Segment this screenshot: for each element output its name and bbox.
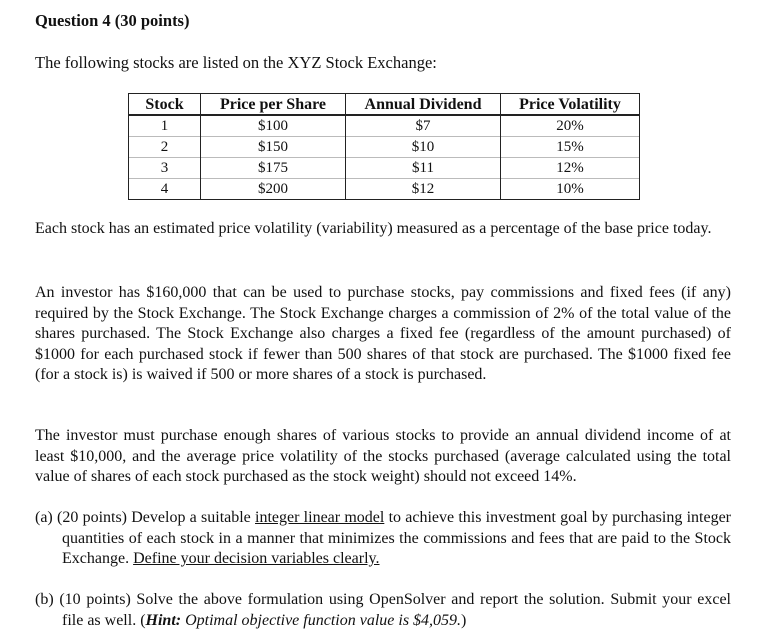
cell-price: $175	[201, 158, 346, 179]
table-row	[129, 115, 640, 137]
table-row	[129, 158, 640, 179]
cell-volatility: 12%	[501, 158, 640, 179]
cell-volatility: 15%	[501, 137, 640, 158]
header-annual-dividend: Annual Dividend	[346, 94, 501, 116]
cell-dividend: $7	[346, 115, 501, 137]
part-b-hint-label: Hint:	[145, 611, 182, 629]
stock-table	[128, 93, 640, 200]
part-a-text-1: (20 points) Develop a suitable	[57, 509, 251, 526]
cell-stock: 4	[129, 179, 201, 200]
paragraph-investor-budget: An investor has $160,000 that can be used to purchase stocks, pay commissions and fixed fees (if any) required by the Stock Exchange. The Stock Exchange charges a commission of 2% of the total value of the shares purchased. The Stock Exchange also charges a fixed fee (regardless of the amount purchased) of $1000 for each purchased stock if fewer than 500 shares of that stock are purchased. The $1000 fixed fee (for a stock is) is waived if 500 or more shares of a stock is purchased.	[35, 284, 731, 383]
cell-volatility: 10%	[501, 179, 640, 200]
part-a-underlined-define: Define your decision variables clearly.	[133, 550, 380, 567]
cell-dividend: $11	[346, 158, 501, 179]
part-a	[35, 508, 731, 570]
header-price-volatility: Price Volatility	[501, 94, 640, 116]
table-row	[129, 137, 640, 158]
part-b-text-1: (10 points) Solve the above formulation using OpenSolver and report the solution. Submit your excel file as well. (	[59, 591, 731, 629]
cell-stock: 1	[129, 115, 201, 137]
part-b-text-2: )	[461, 611, 467, 629]
cell-stock: 3	[129, 158, 201, 179]
cell-price: $200	[201, 179, 346, 200]
cell-price: $150	[201, 137, 346, 158]
cell-dividend: $12	[346, 179, 501, 200]
header-stock: Stock	[129, 94, 201, 116]
table-row	[129, 179, 640, 200]
paragraph-requirements: The investor must purchase enough shares of various stocks to provide an annual dividend income of at least $10,000, and the average price volatility of the stocks purchased (average calculated using the total value of shares of each stock purchased as the stock weight) should not exceed 14%.	[35, 427, 731, 485]
cell-dividend: $10	[346, 137, 501, 158]
intro-text: The following stocks are listed on the XYZ Stock Exchange:	[35, 53, 437, 72]
paragraph-volatility: Each stock has an estimated price volatility (variability) measured as a percentage of the base price today.	[35, 220, 712, 237]
cell-volatility: 20%	[501, 115, 640, 137]
part-b-hint-text: Optimal objective function value is $4,059.	[185, 611, 462, 629]
part-b-label: (b)	[35, 591, 54, 608]
part-a-label: (a)	[35, 509, 53, 526]
table-header-row	[129, 94, 640, 116]
cell-stock: 2	[129, 137, 201, 158]
cell-price: $100	[201, 115, 346, 137]
header-price-per-share: Price per Share	[201, 94, 346, 116]
part-a-text-2: to achieve this investment goal by purchasing integer quantities of each stock in a manner that minimizes the commissions and fees that are paid to the Stock Exchange.	[62, 509, 731, 567]
question-title: Question 4 (30 points)	[35, 11, 190, 30]
part-b	[35, 590, 731, 631]
part-a-underlined-model: integer linear model	[255, 509, 385, 526]
